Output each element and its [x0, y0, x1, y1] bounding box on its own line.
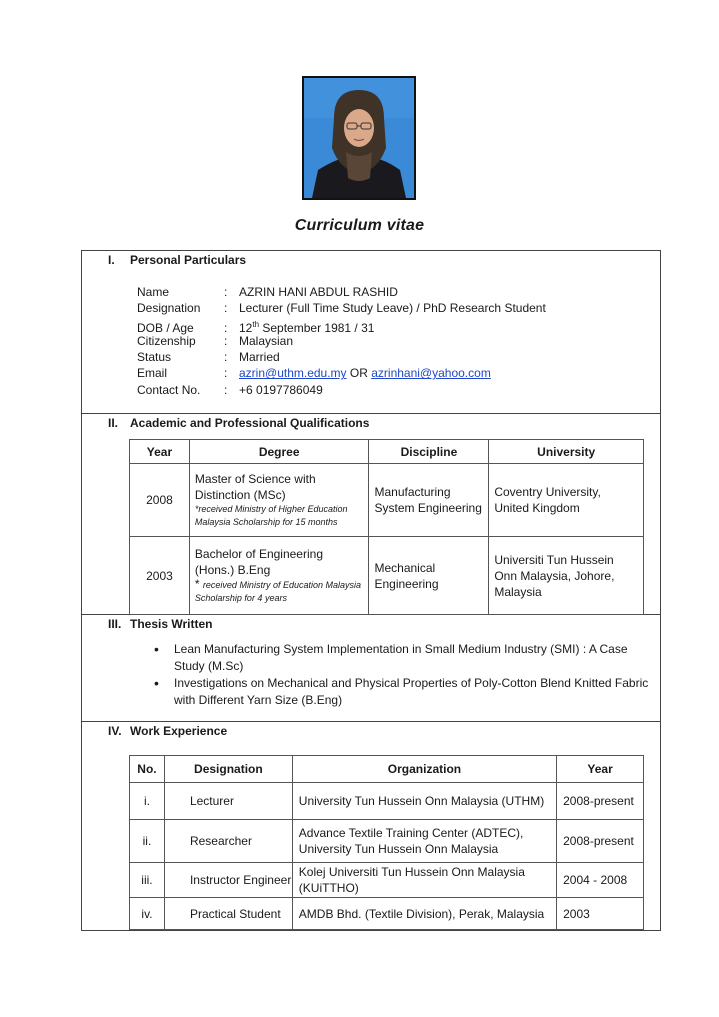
degree-cell [189, 537, 369, 615]
table-row [130, 783, 644, 820]
designation-value: Lecturer (Full Time Study Leave) / PhD Research Student [239, 301, 546, 316]
scholarship-note: *received Ministry of Higher Education Malaysia Scholarship for 15 months [194, 504, 348, 527]
organization-cell: University Tun Hussein Onn Malaysia (UTHM) [292, 783, 556, 820]
colon: : [224, 320, 228, 335]
designation-cell: Lecturer [164, 783, 292, 820]
designation-cell: Researcher [164, 820, 292, 863]
contact-row [137, 382, 657, 398]
organization-cell: AMDB Bhd. (Textile Division), Perak, Malaysia [292, 898, 556, 930]
email-separator: OR [346, 366, 372, 381]
year-cell: 2008-present [557, 783, 644, 820]
email-link-uthm[interactable]: azrin@uthm.edu.my [239, 366, 347, 381]
header-degree: Degree [189, 440, 369, 464]
status-label: Status [137, 350, 172, 365]
designation-row [137, 300, 657, 316]
list-item: • Investigations on Mechanical and Physical Properties of Poly-Cotton Blend Knitted Fabric with Different Yarn Size (B.Eng) [150, 675, 655, 709]
colon: : [224, 350, 228, 365]
organization-cell: Kolej Universiti Tun Hussein Onn Malaysia (KUiTTHO) [292, 863, 556, 898]
dob-suffix: th [252, 319, 260, 329]
section-heading-work [108, 724, 227, 738]
colon: : [224, 382, 228, 397]
header-designation: Designation [164, 756, 292, 783]
table-row [130, 464, 644, 537]
degree-line: Bachelor of Engineering [194, 547, 323, 561]
citizenship-value: Malaysian [239, 333, 294, 348]
contact-label: Contact No. [137, 382, 201, 397]
status-value: Married [239, 350, 280, 365]
section-heading-thesis [108, 617, 212, 631]
dob-day: 12 [239, 320, 253, 335]
portrait-image [304, 78, 414, 198]
degree-line: Master of Science with [194, 472, 316, 486]
thesis-list [150, 641, 655, 709]
contact-value: +6 0197786049 [239, 382, 323, 397]
table-row [130, 537, 644, 615]
year-cell: 2004 - 2008 [557, 863, 644, 898]
no-cell: iii. [130, 863, 165, 898]
header-year: Year [557, 756, 644, 783]
discipline-cell: Manufacturing System Engineering [369, 464, 489, 537]
qualifications-table [129, 439, 644, 615]
section-heading-academic [108, 416, 369, 430]
dob-value: September 1981 / 31 [259, 320, 375, 335]
header-year: Year [130, 440, 190, 464]
dob-row [137, 317, 657, 333]
profile-photo [302, 76, 416, 200]
email-link-yahoo[interactable]: azrinhani@yahoo.com [371, 366, 491, 381]
colon: : [224, 366, 228, 381]
header-no: No. [130, 756, 165, 783]
email-row [137, 365, 657, 381]
designation-cell: Instructor Engineer [164, 863, 292, 898]
section-title: Thesis Written [130, 617, 213, 631]
section-number: III. [108, 617, 122, 631]
degree-line: (Hons.) B.Eng [194, 563, 271, 577]
divider [81, 721, 661, 722]
name-row [137, 284, 657, 300]
colon: : [224, 285, 228, 299]
colon: : [224, 301, 228, 316]
header-organization: Organization [292, 756, 556, 783]
year-cell: 2003 [130, 537, 190, 615]
discipline-cell: Mechanical Engineering [369, 537, 489, 615]
name-label: Name [137, 285, 170, 299]
no-cell: ii. [130, 820, 165, 863]
no-cell: iv. [130, 898, 165, 930]
header-discipline: Discipline [369, 440, 489, 464]
organization-cell: Advance Textile Training Center (ADTEC), University Tun Hussein Onn Malaysia [292, 820, 556, 863]
personal-particulars [137, 284, 657, 398]
university-cell: Universiti Tun Hussein Onn Malaysia, Johore, Malaysia [489, 537, 644, 615]
note-text: received Ministry of Education Malaysia Scholarship for 4 years [194, 580, 361, 603]
designation-label: Designation [137, 301, 201, 316]
table-row [130, 898, 644, 930]
section-title: Academic and Professional Qualifications [130, 416, 370, 430]
table-header-row [130, 756, 644, 783]
citizenship-label: Citizenship [137, 333, 196, 348]
section-title: Work Experience [130, 724, 228, 738]
divider [81, 413, 661, 414]
citizenship-row [137, 333, 657, 349]
work-experience-table [129, 755, 644, 930]
section-number: I. [108, 253, 115, 267]
university-cell: Coventry University, United Kingdom [489, 464, 644, 537]
section-heading-personal [108, 253, 246, 267]
year-cell: 2008-present [557, 820, 644, 863]
name-value: AZRIN HANI ABDUL RASHID [239, 285, 398, 299]
header-university: University [489, 440, 644, 464]
colon: : [224, 333, 228, 348]
year-cell: 2003 [557, 898, 644, 930]
status-row [137, 349, 657, 365]
cv-title: Curriculum vitae [294, 217, 425, 234]
year-cell: 2008 [130, 464, 190, 537]
section-title: Personal Particulars [130, 253, 247, 267]
designation-cell: Practical Student [164, 898, 292, 930]
table-header-row [130, 440, 644, 464]
table-row [130, 820, 644, 863]
table-row [130, 863, 644, 898]
note-asterisk: * [194, 577, 203, 591]
scholarship-note [195, 578, 364, 605]
degree-line: Distinction (MSc) [194, 488, 286, 502]
dob-label: DOB / Age [137, 320, 194, 335]
degree-cell [189, 464, 369, 537]
section-number: II. [108, 416, 119, 430]
email-label: Email [137, 366, 168, 381]
no-cell: i. [130, 783, 165, 820]
section-number: IV. [108, 724, 122, 738]
list-item: • Lean Manufacturing System Implementation in Small Medium Industry (SMI) : A Case Study (M.Sc) [150, 641, 655, 675]
